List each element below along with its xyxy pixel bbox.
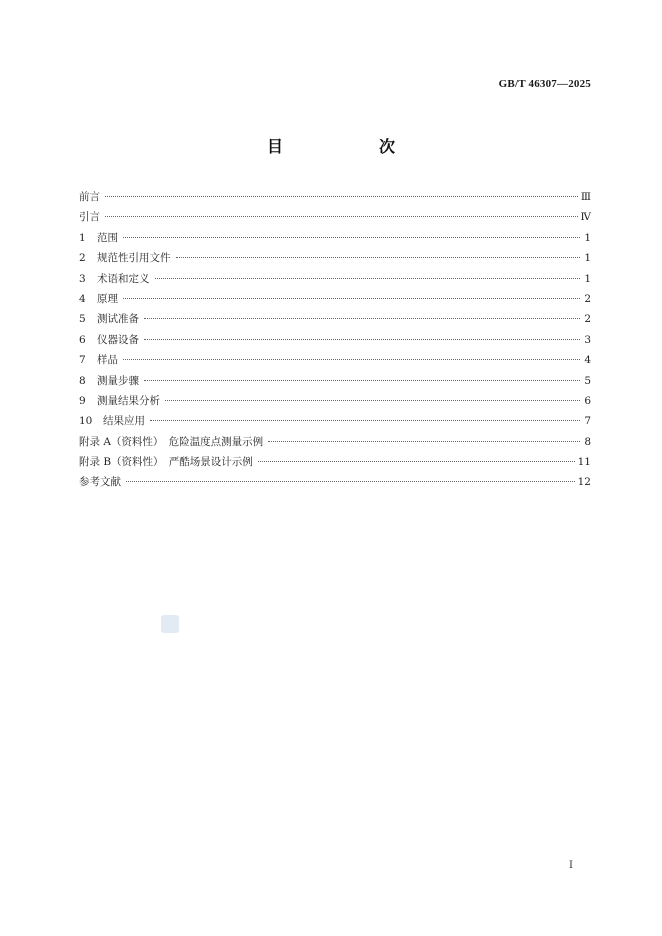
toc-entry-page: 7 — [584, 415, 591, 428]
toc-entry-annex-a[interactable] — [79, 434, 591, 454]
toc-entry-number: 10 — [79, 415, 93, 428]
toc-entry-number: 3 — [79, 272, 86, 285]
dot-leader — [105, 196, 578, 197]
toc-entry-number: 9 — [79, 394, 86, 407]
page-number: Ⅰ — [569, 860, 573, 871]
dot-leader — [150, 420, 580, 421]
toc-entry-page: 4 — [584, 354, 591, 367]
toc-entry-equipment[interactable] — [79, 332, 591, 352]
page-title: 目 次 — [266, 137, 435, 156]
table-of-contents — [79, 189, 591, 495]
toc-entry-samples[interactable] — [79, 352, 591, 372]
dot-leader — [258, 461, 575, 462]
toc-entry-principle[interactable] — [79, 291, 591, 311]
toc-entry-number: 4 — [79, 292, 86, 305]
toc-entry-bibliography[interactable] — [79, 474, 591, 494]
toc-entry-page: 12 — [577, 476, 591, 489]
toc-entry-label: 前言 — [79, 191, 100, 203]
dot-leader — [144, 380, 580, 381]
toc-entry-introduction[interactable] — [79, 209, 591, 229]
toc-entry-number: 7 — [79, 354, 86, 367]
toc-entry-normative-references[interactable] — [79, 250, 591, 270]
toc-entry-page: 1 — [584, 272, 591, 285]
dot-leader — [176, 257, 581, 258]
toc-entry-page: 3 — [584, 333, 591, 346]
toc-entry-label: 测试准备 — [97, 313, 139, 326]
dot-leader — [123, 237, 580, 238]
toc-entry-page: 2 — [584, 292, 591, 305]
dot-leader — [123, 359, 580, 360]
toc-entry-test-preparation[interactable] — [79, 311, 591, 331]
toc-entry-preface[interactable] — [79, 189, 591, 209]
dot-leader — [268, 441, 580, 442]
toc-entry-label: 术语和定义 — [97, 272, 150, 285]
toc-entry-label: 结果应用 — [103, 415, 145, 428]
toc-entry-scope[interactable] — [79, 230, 591, 250]
dot-leader — [165, 400, 580, 401]
toc-entry-page: 11 — [577, 456, 591, 469]
standard-code: GB/T 46307—2025 — [498, 78, 591, 90]
toc-entry-label: 样品 — [97, 354, 118, 367]
toc-entry-label: 附录 B（资料性） 严酷场景设计示例 — [79, 456, 253, 469]
toc-entry-number: 6 — [79, 333, 86, 346]
dot-leader — [123, 298, 580, 299]
toc-entry-page: 1 — [584, 252, 591, 265]
toc-entry-label: 仪器设备 — [97, 333, 139, 346]
dot-leader — [105, 216, 578, 217]
toc-entry-number: 1 — [79, 231, 86, 244]
toc-entry-label: 引言 — [79, 211, 100, 224]
toc-entry-result-analysis[interactable] — [79, 393, 591, 413]
toc-entry-number: 2 — [79, 252, 86, 265]
dot-leader — [144, 318, 580, 319]
toc-entry-result-application[interactable] — [79, 413, 591, 433]
toc-entry-label: 测量结果分析 — [97, 394, 160, 407]
toc-entry-page: 1 — [584, 231, 591, 244]
toc-entry-page: 6 — [584, 394, 591, 407]
toc-entry-page: Ⅲ — [580, 191, 591, 203]
toc-entry-number: 8 — [79, 374, 86, 387]
toc-entry-label: 参考文献 — [79, 476, 121, 489]
toc-entry-label: 原理 — [97, 292, 118, 305]
toc-entry-label: 附录 A（资料性） 危险温度点测量示例 — [79, 435, 264, 448]
toc-entry-page: 5 — [584, 374, 591, 387]
toc-entry-label: 测量步骤 — [97, 374, 139, 387]
toc-entry-page: 8 — [584, 435, 591, 448]
toc-entry-page: 2 — [584, 313, 591, 326]
toc-entry-page: Ⅳ — [580, 211, 591, 224]
toc-entry-terms[interactable] — [79, 271, 591, 291]
toc-entry-measurement-steps[interactable] — [79, 373, 591, 393]
toc-entry-label: 范围 — [97, 231, 118, 244]
watermark-logo-icon — [161, 615, 179, 633]
toc-entry-annex-b[interactable] — [79, 454, 591, 474]
toc-entry-number: 5 — [79, 313, 86, 326]
dot-leader — [155, 278, 581, 279]
dot-leader — [144, 339, 580, 340]
toc-entry-label: 规范性引用文件 — [97, 252, 171, 265]
dot-leader — [126, 481, 575, 482]
